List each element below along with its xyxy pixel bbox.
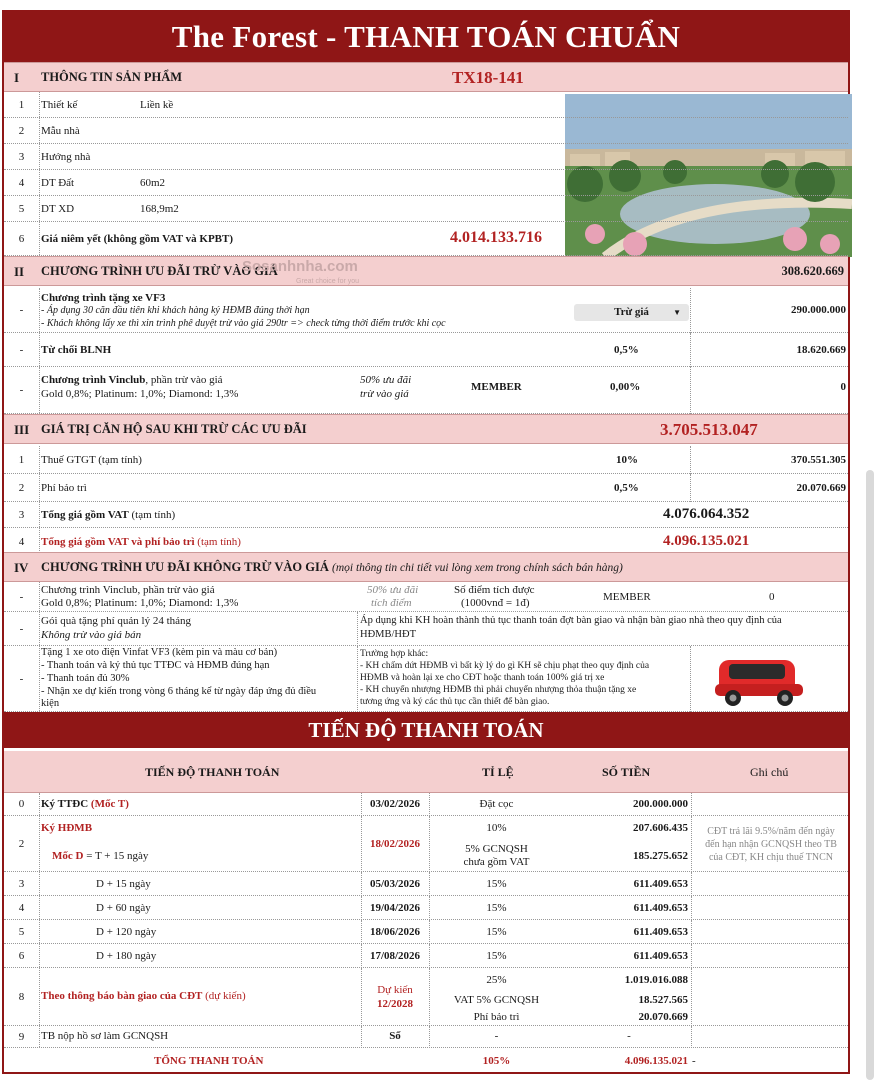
stage-amount: 611.409.653 [633,902,688,914]
car-gift-row [4,646,848,712]
total-all-amount: 4.096.135.021 [663,533,750,549]
row-number: - [4,333,40,366]
schedule-row [4,1026,848,1048]
stage-label: D + 60 ngày [96,902,151,914]
stage-date: 12/2028 [376,998,414,1010]
section-number: I [14,70,20,85]
row-number: - [4,646,40,711]
section-deductible-header [4,256,848,286]
header-note: Ghi chú [750,765,789,779]
section-note: (mọi thông tin chi tiết vui lòng xem trong chính sách bán hàng) [332,562,623,574]
chevron-down-icon: ▼ [673,308,681,317]
stage-label: TB nộp hồ sơ làm GCNQSH [41,1030,169,1042]
vf3-title: Chương trình tặng xe VF3 [41,292,166,304]
total-ratio: 105% [482,1055,511,1067]
stage-date: 17/08/2026 [369,950,421,962]
car-case: - KH chuyển nhượng HĐMB thì phải chuyển nhượng thỏa thuận tặng xe [360,685,637,695]
blnh-label: Từ chối BLNH [41,344,112,356]
section-net-value-header [4,414,848,444]
maintenance-amount: 20.070.669 [796,482,846,494]
deduction-option-select[interactable] [574,304,689,321]
row-value: Liền kề [140,99,174,111]
header-stage: TIẾN ĐỘ THANH TOÁN [145,765,280,779]
stage-label: Theo thông báo bàn giao của CĐT [41,990,203,1002]
vat-label: Thuế GTGT (tạm tính) [41,454,142,466]
car-case: tương ứng và ký các thủ tục cần thiết để bàn giao. [360,697,550,707]
maintenance-label: Phí bảo trì [41,482,87,494]
product-row [4,170,848,196]
section-number: IV [14,560,29,575]
net-value: 3.705.513.047 [660,420,758,439]
vat-amount: 370.551.305 [791,454,846,466]
total-vat-amount: 4.076.064.352 [663,506,750,522]
schedule-total-row [4,1048,848,1074]
blnh-row [4,333,848,367]
section-number: III [14,422,30,437]
total-vat-suffix: (tạm tính) [128,509,176,521]
schedule-row [4,896,848,920]
row-number: 4 [4,170,40,195]
product-row [4,118,848,144]
watermark-tagline: Great choice for you [296,278,360,285]
vat-pct: 10% [616,454,638,466]
stage-amount: - [627,1030,631,1042]
mgmt-cond1: Áp dụng khi KH hoàn thành thủ tục thanh toán đợt bàn giao và nhận bàn giao nhà theo quy định của [360,615,782,626]
row-number: 6 [4,222,40,255]
row-label: DT Đất [41,177,75,189]
schedule-row-handover [4,968,848,1026]
car-line: Tặng 1 xe oto điện Vinfat VF3 (kèm pin và màu cơ bản) [41,647,278,658]
stage-suffix: (dự kiến) [202,990,246,1002]
maintenance-row [4,474,848,502]
vf3-deduction-row [4,288,848,333]
row-number: 9 [4,1026,40,1047]
row-number: 5 [4,196,40,221]
row-value: 60m2 [140,177,166,189]
listed-price-value: 4.014.133.716 [450,229,542,246]
vertical-scrollbar[interactable] [866,470,874,1080]
product-row [4,92,848,118]
stage-ratio: - [494,1030,499,1042]
vinclub-deduction-row [4,367,848,414]
product-row [4,196,848,222]
vat-row [4,446,848,474]
row-number: 3 [4,872,40,895]
row-number: 2 [4,118,40,143]
interest-note: của CĐT, KH chịu thuế TNCN [708,852,834,863]
section-product-info-header [4,62,848,92]
row-number: 4 [4,896,40,919]
row-label: Hướng nhà [41,151,91,163]
mgmt-line1: Gói quà tặng phí quản lý 24 tháng [41,615,192,627]
stage-amount: 185.275.652 [633,850,688,862]
milestone-d: Mốc D [52,850,84,862]
row-number: 2 [4,474,40,501]
stage-ratio: 5% GCNQSH [465,843,528,855]
schedule-title: TIẾN ĐỘ THANH TOÁN [4,712,848,748]
car-line: - Thanh toán và ký thủ tục TTĐC và HĐMB đúng hạn [41,660,270,671]
interest-note: đến hạn nhận GCNQSH theo TB [705,839,837,850]
product-row [4,144,848,170]
stage-label: Ký HĐMB [41,822,93,834]
row-label: Mẫu nhà [41,125,80,137]
vinclub-title: Chương trình Vinclub [41,374,146,386]
stage-label: Ký TTĐC [41,798,89,810]
car-case: HĐMB và hoàn lại xe cho CĐT hoặc thanh toán 100% giá trị xe [360,673,605,683]
stage-ratio: 15% [486,902,507,914]
row-number: - [4,367,40,413]
vinclub-points-row [4,582,848,612]
stage-label: D + 15 ngày [96,878,151,890]
schedule-row [4,793,848,816]
stage-amount: 20.070.669 [638,1011,688,1023]
row-number: 2 [4,816,40,871]
schedule-row [4,920,848,944]
sheet-title: The Forest - THANH TOÁN CHUẨN [4,12,848,62]
schedule-row [4,944,848,968]
row-number: 6 [4,944,40,967]
blnh-pct: 0,5% [614,344,639,356]
points-label1: Số điểm tích được [454,584,535,596]
watermark-brand: Sosanhnha.com [242,258,358,275]
row-label: Thiết kế [41,99,78,111]
car-case: Trường hợp khác: [360,649,429,659]
total-label: TỔNG THANH TOÁN [154,1055,264,1067]
stage-ratio: chưa gồm VAT [463,856,530,868]
stage-ratio: 15% [486,950,507,962]
vinclub-points-note1: 50% ưu đãi [367,584,419,596]
vinclub-levels: Gold 0,8%; Platinum: 1,0%; Diamond: 1,3% [41,388,239,400]
vinclub-points-line1: Chương trình Vinclub, phần trừ vào giá [41,584,215,596]
car-line: kiện [41,698,60,709]
stage-ratio: 15% [486,926,507,938]
car-line: - Thanh toán đủ 30% [41,673,130,684]
stage-ratio: 15% [486,878,507,890]
total-amount: 4.096.135.021 [624,1055,688,1067]
stage-ratio: VAT 5% GCNQSH [453,994,540,1006]
product-code: TX18-141 [452,68,524,87]
stage-amount: 1.019.016.088 [624,974,688,986]
stage-date: 18/02/2026 [369,838,421,850]
mgmt-line2: Không trừ vào giá bán [41,629,142,641]
blnh-amount: 18.620.669 [796,344,846,356]
milestone-formula: = T + 15 ngày [83,850,149,862]
row-number: - [4,288,40,332]
vinclub-tier: MEMBER [471,381,522,393]
payment-sheet [2,10,850,1074]
section-title: THÔNG TIN SẢN PHẨM [41,70,183,84]
vf3-amount: 290.000.000 [791,304,846,316]
listed-price-row [4,222,848,256]
vinclub-note2: trừ vào giá [360,388,409,400]
stage-label: D + 120 ngày [96,926,157,938]
row-number: 0 [4,793,40,815]
row-number: 8 [4,968,40,1025]
stage-amount: 611.409.653 [633,950,688,962]
car-line: - Nhận xe dự kiến trong vòng 6 tháng kể từ ngày đáp ứng đủ điều [41,686,317,697]
stage-amount: 611.409.653 [633,926,688,938]
interest-note: CĐT trả lãi 9.5%/năm đến ngày [707,826,835,837]
total-all-label: Tổng giá gồm VAT và phí bảo trì [41,536,195,548]
header-ratio: TỈ LỆ [482,765,514,779]
points-label2: (1000vnđ = 1đ) [461,597,530,609]
section-non-deductible-header [4,552,848,582]
section-title: CHƯƠNG TRÌNH ƯU ĐÃI KHÔNG TRỪ VÀO GIÁ [41,560,329,574]
vinclub-pct: 0,00% [610,381,641,393]
stage-ratio: Phí bảo trì [473,1011,520,1023]
row-number: 3 [4,144,40,169]
total-vat-row [4,502,848,528]
vinclub-amount: 0 [840,381,846,393]
vf3-car-image [709,654,809,708]
vinclub-title-rest: , phần trừ vào giá [145,374,223,386]
vf3-line1: - Áp dụng 30 căn đầu tiên khi khách hàng ký HĐMB đúng thời hạn [41,305,310,316]
total-note: - [692,1055,696,1067]
stage-date: 03/02/2026 [369,798,421,810]
stage-paren: (Mốc T) [88,798,129,810]
listed-price-label: Giá niêm yết (không gồm VAT và KPBT) [41,233,234,245]
section-title: GIÁ TRỊ CĂN HỘ SAU KHI TRỪ CÁC ƯU ĐÃI [41,422,307,436]
stage-date: Sổ [389,1030,401,1042]
stage-amount: 207.606.435 [633,822,688,834]
row-number: 4 [4,528,40,555]
schedule-row-contract [4,816,848,872]
stage-date: Dự kiến [377,984,413,996]
stage-ratio: Đặt cọc [479,798,514,810]
row-number: 3 [4,502,40,527]
mgmt-cond2: HĐMB/HĐT [360,629,417,640]
total-vat-label: Tổng giá gồm VAT [41,509,129,521]
row-number: 5 [4,920,40,943]
vinclub-note1: 50% ưu đãi [360,374,412,386]
stage-label: D + 180 ngày [96,950,157,962]
stage-amount: 611.409.653 [633,878,688,890]
stage-date: 05/03/2026 [369,878,421,890]
vinclub-points-note2: tích điểm [371,597,412,609]
car-case: - KH chấm dứt HĐMB vì bất kỳ lý do gì KH sẽ chịu phạt theo quy định của [360,661,650,671]
stage-date: 18/06/2026 [369,926,421,938]
row-number: 1 [4,446,40,473]
total-all-suffix: (tạm tính) [194,536,241,548]
row-label: DT XD [41,203,75,215]
schedule-row [4,872,848,896]
section-title: CHƯƠNG TRÌNH ƯU ĐÃI TRỪ VÀO GIÁ [41,264,278,278]
stage-amount: 200.000.000 [633,798,688,810]
stage-date: 19/04/2026 [369,902,421,914]
management-fee-gift-row [4,612,848,646]
vf3-line2: - Khách không lấy xe thì xin trình phê duyệt trừ vào giá 290tr => check từng thời điểm trước khi cọc [41,318,446,329]
stage-amount: 18.527.565 [638,994,688,1006]
stage-ratio: 10% [486,822,507,834]
header-amount: SỐ TIỀN [602,765,651,779]
row-value: 168,9m2 [140,203,179,215]
deduction-option-value: Trừ giá [614,306,649,318]
maintenance-pct: 0,5% [614,482,639,494]
row-number: 1 [4,92,40,117]
schedule-header-row [4,751,848,793]
vinclub-points-line2: Gold 0,8%; Platinum: 1,0%; Diamond: 1,3% [41,597,239,609]
row-number: - [4,582,40,611]
stage-ratio: 25% [486,974,507,986]
section-number: II [14,264,25,279]
vinclub-points-tier: MEMBER [603,591,651,603]
row-number: - [4,612,40,645]
section-total: 308.620.669 [781,264,844,278]
vinclub-points-value: 0 [769,591,775,603]
